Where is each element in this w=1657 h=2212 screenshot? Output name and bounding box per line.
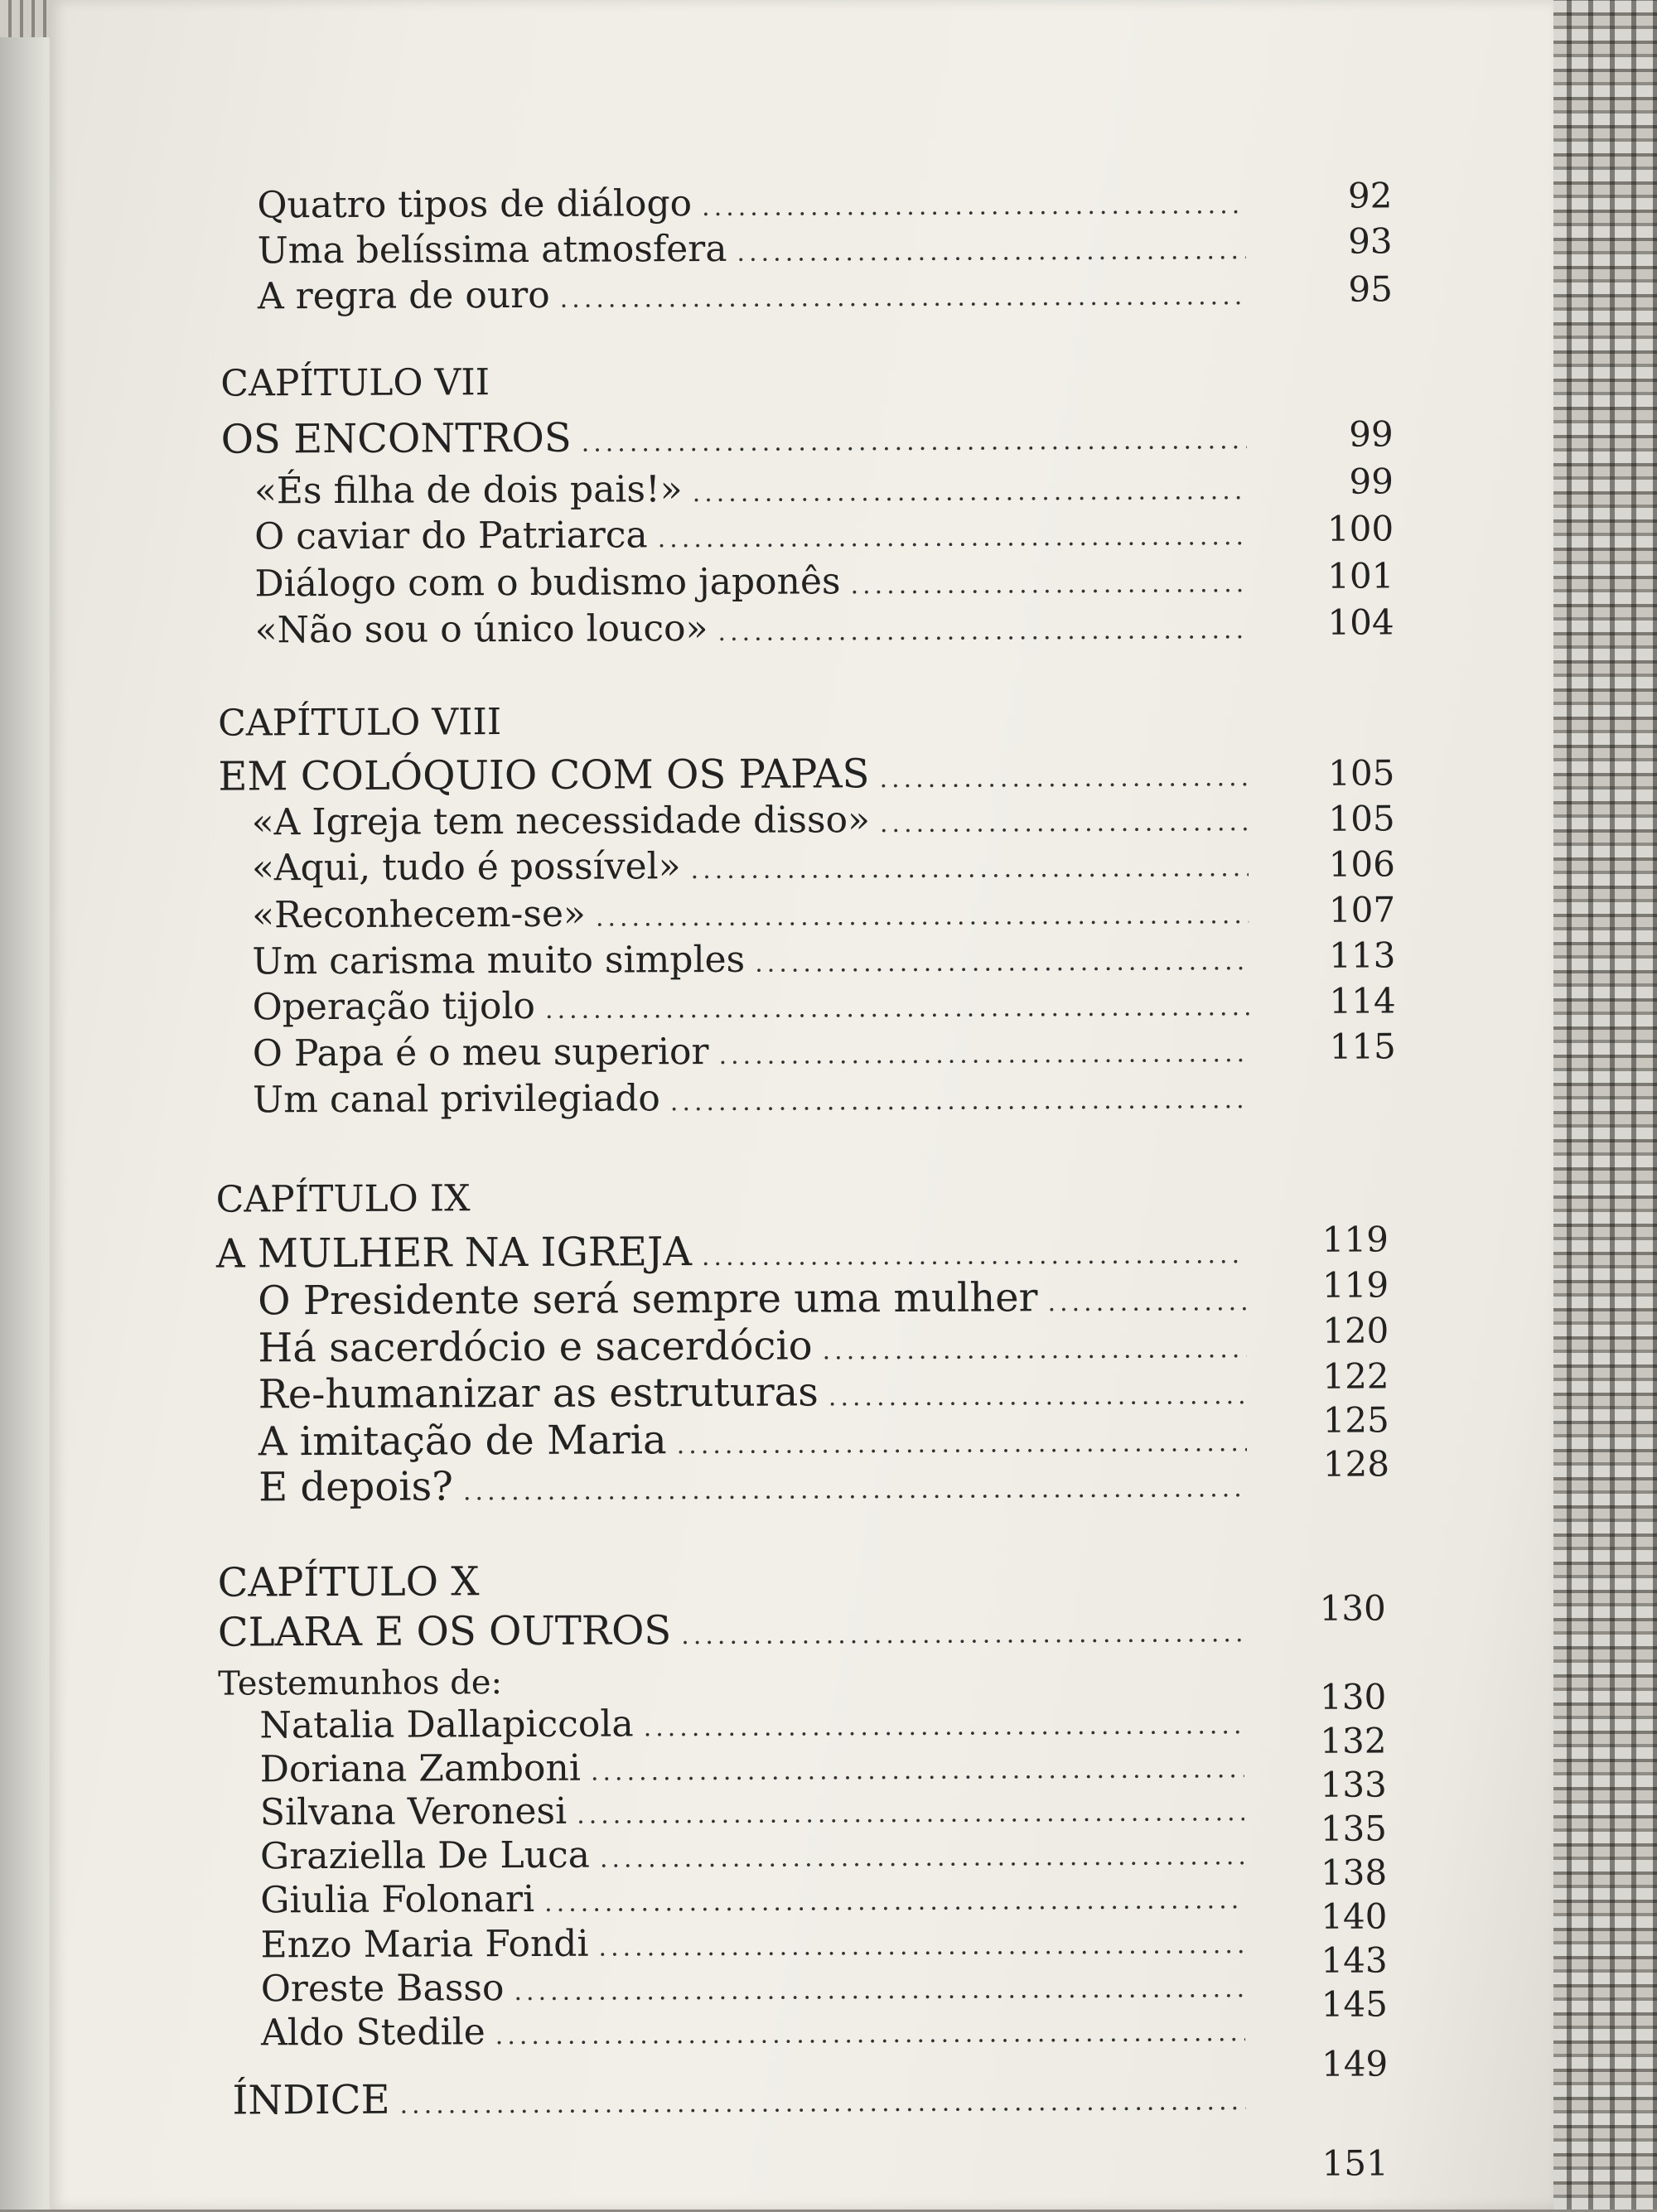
toc-page-number: 133	[1320, 1764, 1387, 1805]
toc-page-number: 101	[1327, 555, 1394, 596]
toc-entry	[260, 1744, 1254, 1790]
toc-entry-title: A imitação de Maria	[258, 1417, 667, 1466]
toc-entry-title: Um carisma muito simples	[252, 938, 746, 983]
dot-leader	[560, 282, 1246, 314]
index-entry	[232, 2073, 1255, 2123]
dot-leader	[598, 1930, 1244, 1962]
toc-entry	[252, 890, 1258, 936]
toc-page-number: 99	[1349, 413, 1394, 455]
chapter-heading	[216, 1226, 1256, 1277]
toc-entry	[252, 936, 1258, 983]
toc-page-number: 104	[1327, 601, 1394, 643]
toc-entry-title: E depois?	[258, 1463, 454, 1511]
toc-page-number: 149	[1321, 2043, 1389, 2084]
toc-entry	[258, 1414, 1257, 1465]
toc-entry	[258, 1367, 1257, 1418]
toc-entry-title: Graziella De Luca	[259, 1833, 591, 1878]
toc-page-number: 132	[1320, 1720, 1387, 1761]
toc-entry-title: «Aqui, tudo é possível»	[251, 845, 681, 890]
toc-page-number: 99	[1349, 461, 1394, 502]
toc-entry	[252, 797, 1258, 843]
dot-leader	[702, 191, 1245, 222]
toc-page-number: 113	[1329, 935, 1396, 976]
toc-entry-title: Um canal privilegiado	[253, 1077, 660, 1122]
dot-leader	[693, 476, 1247, 508]
table-of-contents	[45, 0, 1558, 2212]
dot-leader	[850, 569, 1247, 600]
dot-leader	[702, 1240, 1246, 1272]
dot-leader	[514, 1974, 1244, 2007]
toc-entry	[260, 1831, 1254, 1877]
toc-entry-title: Quatro tipos de diálogo	[257, 182, 693, 227]
dot-leader	[718, 1039, 1249, 1070]
dot-leader	[545, 993, 1249, 1025]
toc-entry	[261, 2007, 1255, 2054]
toc-entry	[258, 1273, 1256, 1324]
toc-page-number: 143	[1321, 1939, 1388, 1981]
dot-leader	[600, 1842, 1244, 1873]
toc-page-number: 92	[1347, 175, 1393, 216]
dot-leader	[717, 616, 1247, 647]
toc-entry	[259, 1700, 1254, 1746]
dot-leader	[677, 1428, 1247, 1460]
toc-entry	[253, 1075, 1259, 1121]
toc-page-number: 130	[1319, 1676, 1387, 1717]
dot-leader	[495, 2018, 1245, 2050]
toc-entry	[258, 1460, 1257, 1510]
toc-entry-title: Silvana Veronesi	[259, 1789, 568, 1834]
toc-page-number: 130	[1319, 1587, 1386, 1629]
dot-leader	[582, 426, 1247, 458]
toc-entry	[253, 1028, 1259, 1075]
chapter-label: CAPÍTULO VIII	[218, 701, 502, 745]
toc-entry-title: Diálogo com o budismo japonês	[254, 560, 841, 606]
toc-page-number: 122	[1322, 1355, 1389, 1397]
toc-entry-title: Natalia Dallapiccola	[259, 1702, 634, 1747]
toc-page-number: 105	[1328, 752, 1395, 794]
index-title: ÍNDICE	[232, 2076, 390, 2124]
toc-entry	[252, 843, 1258, 889]
toc-entry	[258, 271, 1256, 317]
dot-leader	[544, 1886, 1244, 1918]
toc-entry-title: «Não sou o único louco»	[254, 607, 708, 652]
dot-leader	[828, 1381, 1247, 1412]
toc-entry-title: Uma belíssima atmosfera	[257, 227, 727, 273]
toc-page-number: 106	[1328, 843, 1395, 885]
toc-entry-title: A regra de ouro	[257, 273, 550, 318]
dot-leader	[596, 901, 1249, 932]
chapter-title: EM COLÓQUIO COM OS PAPAS	[218, 751, 870, 800]
toc-entry-title: Operação tijolo	[252, 984, 536, 1029]
toc-entry-title: Re-humanizar as estruturas	[258, 1369, 819, 1418]
dot-leader	[737, 236, 1245, 268]
toc-entry-title: O caviar do Patriarca	[254, 514, 648, 558]
chapter-title: CLARA E OS OUTROS	[217, 1607, 672, 1656]
toc-page-number: 145	[1321, 1983, 1388, 2025]
chapter-heading	[218, 749, 1258, 799]
dot-leader	[823, 1335, 1247, 1365]
toc-page-number: 105	[1328, 798, 1395, 839]
toc-entry	[253, 982, 1259, 1028]
toc-entry	[257, 180, 1255, 226]
dot-leader	[691, 853, 1249, 885]
dot-leader	[463, 1474, 1247, 1506]
toc-page-number: 135	[1320, 1808, 1388, 1849]
toc-page-number: 115	[1329, 1026, 1396, 1067]
toc-page-number: 119	[1321, 1264, 1389, 1306]
toc-entry	[260, 1920, 1254, 1966]
testimonies-label: Testemunhos de:	[218, 1664, 503, 1703]
toc-page-number: 107	[1328, 889, 1396, 930]
toc-entry	[258, 1321, 1256, 1371]
toc-entry	[260, 1787, 1254, 1833]
chapter-label: CAPÍTULO IX	[215, 1177, 471, 1221]
toc-page-number: 114	[1329, 980, 1396, 1021]
chapter-title: OS ENCONTROS	[220, 414, 572, 463]
dot-leader	[879, 763, 1248, 794]
toc-page-number: 128	[1322, 1443, 1390, 1485]
dot-leader	[1047, 1287, 1246, 1317]
toc-entry-title: «Reconhecem-se»	[252, 892, 587, 937]
toc-page-number: 95	[1348, 268, 1393, 310]
toc-page-number: 120	[1322, 1310, 1389, 1351]
background-fabric	[1545, 0, 1657, 2210]
dot-leader	[681, 1619, 1244, 1650]
toc-entry	[254, 466, 1257, 512]
chapter-title: A MULHER NA IGREJA	[215, 1229, 693, 1277]
chapter-label: CAPÍTULO VII	[220, 361, 490, 405]
toc-page-number: 119	[1321, 1219, 1389, 1260]
dot-leader	[755, 947, 1249, 978]
toc-page-number: 100	[1326, 508, 1394, 549]
chapter-heading	[218, 1605, 1254, 1655]
toc-entry	[261, 1963, 1255, 2010]
toc-page-number: 138	[1320, 1852, 1388, 1893]
dot-leader	[658, 522, 1248, 553]
toc-entry	[255, 605, 1258, 651]
toc-entry-title: O Papa é o meu superior	[252, 1031, 709, 1075]
toc-entry	[254, 558, 1257, 605]
dot-leader	[400, 2087, 1246, 2119]
dot-leader	[577, 1798, 1244, 1830]
toc-entry	[254, 511, 1257, 558]
book-page	[50, 0, 1553, 2210]
toc-entry-title: Há sacerdócio e sacerdócio	[258, 1322, 813, 1372]
dot-leader	[880, 808, 1249, 838]
toc-entry-title: O Presidente será sempre uma mulher	[258, 1274, 1038, 1325]
chapter-label: CAPÍTULO X	[217, 1558, 480, 1606]
toc-entry	[258, 225, 1256, 272]
page-folio: 151	[1321, 2142, 1389, 2184]
toc-page-number: 93	[1348, 220, 1393, 262]
chapter-heading	[221, 412, 1257, 462]
toc-entry-title: Aldo Stedile	[260, 2011, 486, 2055]
toc-entry-title: «A Igreja tem necessidade disso»	[251, 799, 871, 844]
toc-page-number: 125	[1322, 1399, 1389, 1441]
dot-leader	[591, 1755, 1244, 1786]
toc-entry-title: Doriana Zamboni	[259, 1746, 582, 1791]
toc-entry	[260, 1875, 1254, 1921]
toc-entry-title: Giulia Folonari	[260, 1877, 535, 1922]
toc-entry-title: «És filha de dois pais!»	[254, 468, 683, 513]
toc-page-number: 140	[1321, 1896, 1388, 1937]
toc-entry-title: Enzo Maria Fondi	[260, 1922, 589, 1967]
dot-leader	[670, 1085, 1249, 1117]
dot-leader	[644, 1711, 1244, 1742]
toc-entry-title: Oreste Basso	[260, 1967, 505, 2011]
